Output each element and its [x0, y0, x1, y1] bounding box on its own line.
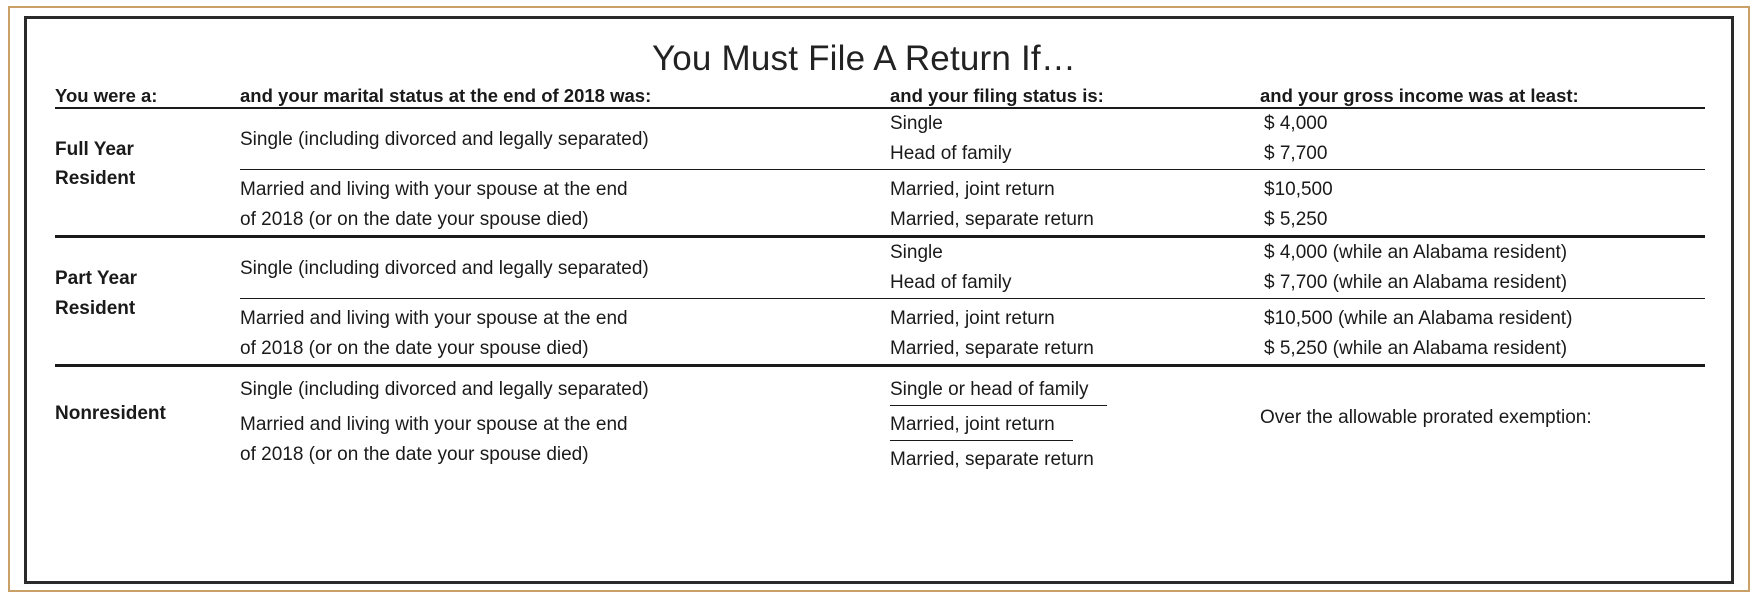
row-label-full-year-resident: Full Year Resident	[55, 139, 136, 190]
gross-income-cell: $10,500 $ 5,250	[1264, 179, 1333, 231]
filing-requirements-table	[55, 85, 1705, 475]
row-label-nonresident: Nonresident	[55, 403, 166, 425]
nonresident-note: Over the allowable prorated exemption:	[1260, 407, 1592, 429]
filing-status-cell: Married, joint return Married, separate return	[890, 308, 1094, 360]
page-border	[8, 6, 1750, 592]
table-row	[55, 299, 1705, 365]
gross-income-cell: $ 4,000 $ 7,700	[1260, 109, 1705, 170]
table-header-row	[55, 85, 1705, 107]
marital-status-cell: Single (including divorced and legally separated)	[240, 238, 890, 299]
filing-status-cell: Single Head of family	[890, 238, 1260, 299]
filing-status-cell: Single Head of family	[890, 109, 1260, 170]
gross-income-cell: $10,500 (while an Alabama resident) $ 5,250 (while an Alabama resident)	[1264, 308, 1573, 360]
marital-status-cell: Single (including divorced and legally separated)	[240, 109, 890, 170]
page-title: You Must File A Return If…	[651, 39, 1077, 78]
column-header-filing-status: and your filing status is:	[890, 85, 1104, 106]
table-row	[55, 238, 1705, 299]
row-label-part-year-resident: Part Year Resident	[55, 268, 138, 319]
filing-status-cell: Single or head of family	[890, 367, 1260, 406]
marital-status-cell: Married and living with your spouse at the end of 2018 (or on the date your spouse died)	[240, 414, 628, 466]
table-row	[55, 109, 1705, 170]
marital-status-cell: Married and living with your spouse at the end of 2018 (or on the date your spouse died)	[240, 179, 628, 231]
filing-status-cell: Married, joint return Married, separate return	[890, 179, 1094, 231]
marital-status-cell: Married and living with your spouse at the end of 2018 (or on the date your spouse died)	[240, 308, 628, 360]
filing-requirements-card	[24, 16, 1734, 584]
column-header-gross-income: and your gross income was at least:	[1260, 85, 1579, 106]
filing-status-cell: Married, joint return Married, separate return	[890, 406, 1260, 475]
table-row	[55, 367, 1705, 406]
table-row	[55, 170, 1705, 236]
column-header-who: You were a:	[55, 85, 158, 106]
marital-status-cell: Single (including divorced and legally separated)	[240, 379, 649, 401]
column-header-marital-status: and your marital status at the end of 2018 was:	[240, 85, 652, 106]
gross-income-cell: $ 4,000 (while an Alabama resident) $ 7,700 (while an Alabama resident)	[1260, 238, 1705, 299]
